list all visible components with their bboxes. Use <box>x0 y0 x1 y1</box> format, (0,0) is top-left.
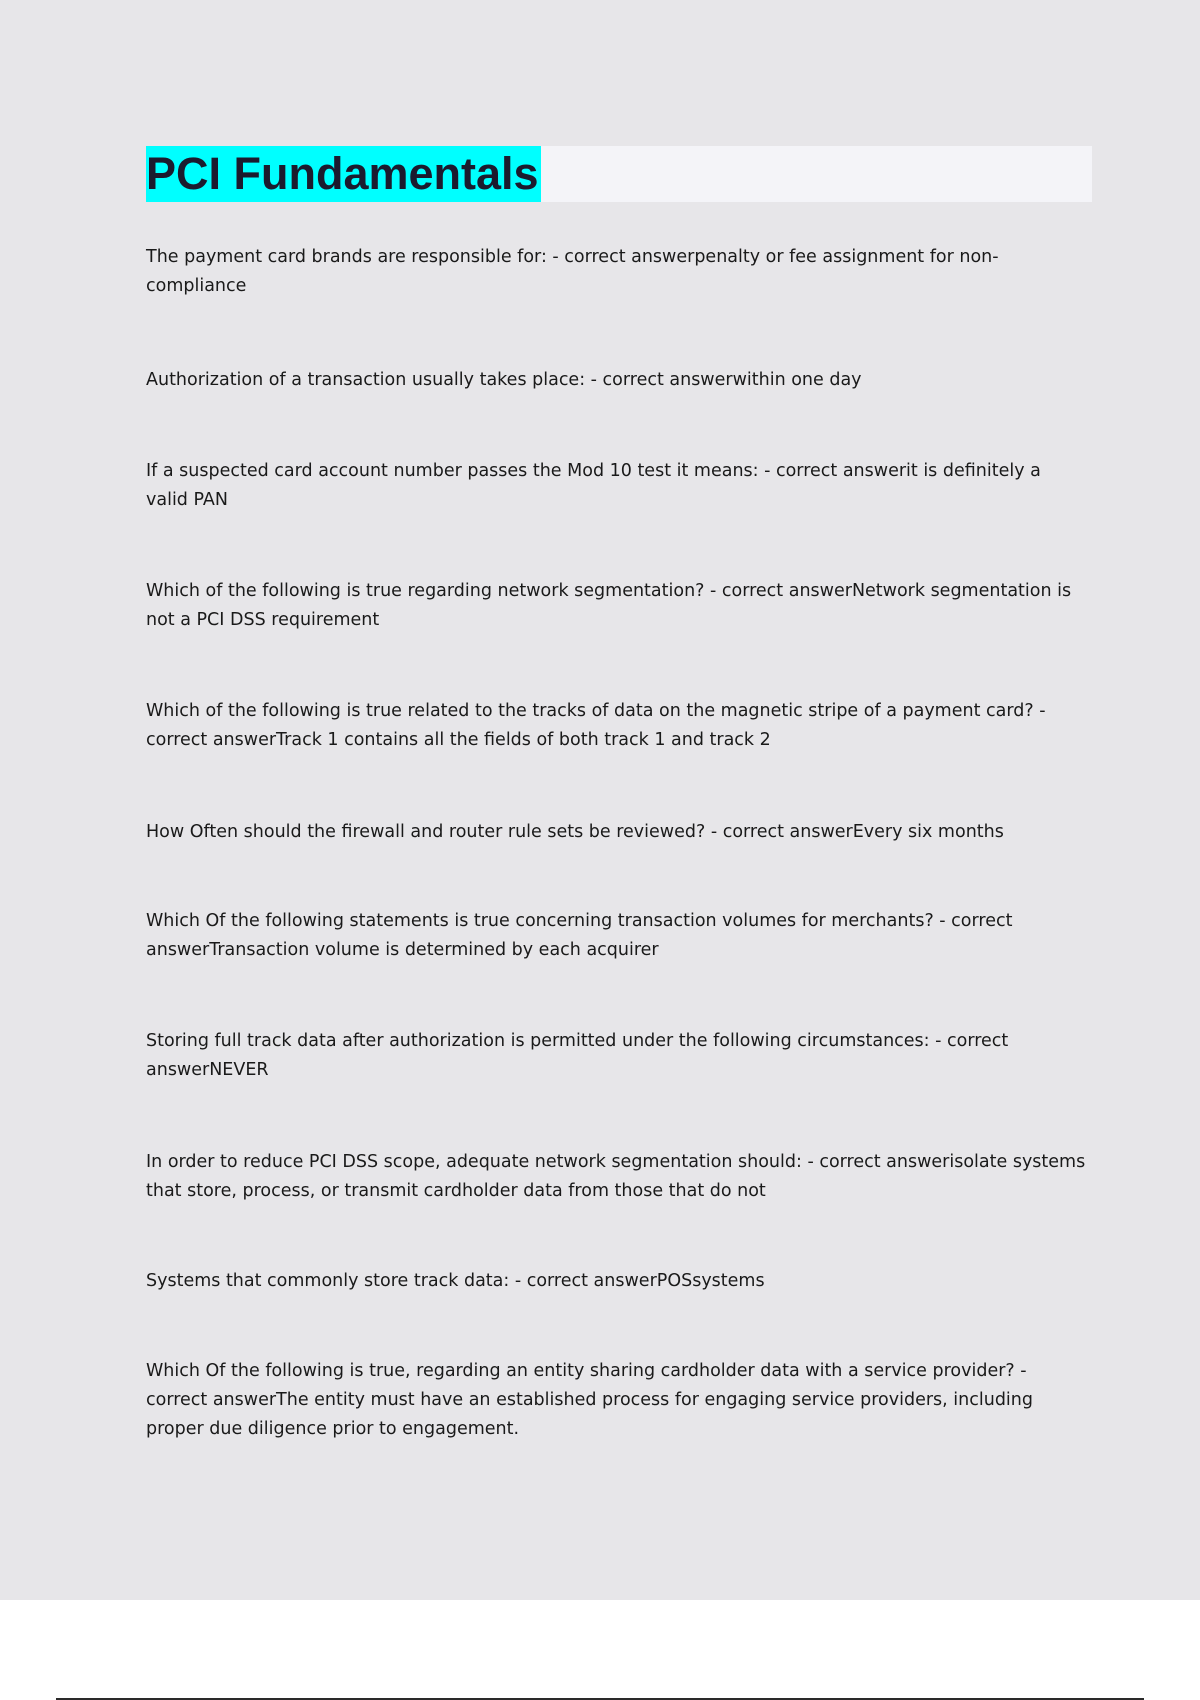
qa-item: Systems that commonly store track data: - correct answerPOSsystems <box>146 1271 765 1291</box>
qa-item: How Often should the firewall and router rule sets be reviewed? - correct answerEvery six months <box>146 822 1004 842</box>
qa-item: Which of the following is true regarding network segmentation? - correct answerNetwork segmentation is not a PCI DSS requirement <box>146 581 1072 630</box>
qa-item: Which Of the following statements is true concerning transaction volumes for merchants? - correct answerTransaction volume is determined by each acquirer <box>146 911 1013 960</box>
qa-item: In order to reduce PCI DSS scope, adequate network segmentation should: - correct answerisolate systems that store, process, or transmit cardholder data from those that do not <box>146 1152 1086 1201</box>
qa-item: Which Of the following is true, regarding an entity sharing cardholder data with a service provider? - correct answerThe entity must have an established process for engaging service providers, including proper due diligence prior to engagement. <box>146 1361 1033 1439</box>
document-title: PCI Fundamentals <box>146 146 541 202</box>
qa-item: Storing full track data after authorization is permitted under the following circumstances: - correct answerNEVER <box>146 1031 1009 1080</box>
qa-item: If a suspected card account number passes the Mod 10 test it means: - correct answerit is definitely a valid PAN <box>146 461 1041 510</box>
qa-item: Which of the following is true related to the tracks of data on the magnetic stripe of a payment card? - correct answerTrack 1 contains all the fields of both track 1 and track 2 <box>146 701 1046 750</box>
qa-item: Authorization of a transaction usually takes place: - correct answerwithin one day <box>146 370 862 390</box>
qa-item: The payment card brands are responsible for: - correct answerpenalty or fee assignment for non-compliance <box>146 247 999 296</box>
